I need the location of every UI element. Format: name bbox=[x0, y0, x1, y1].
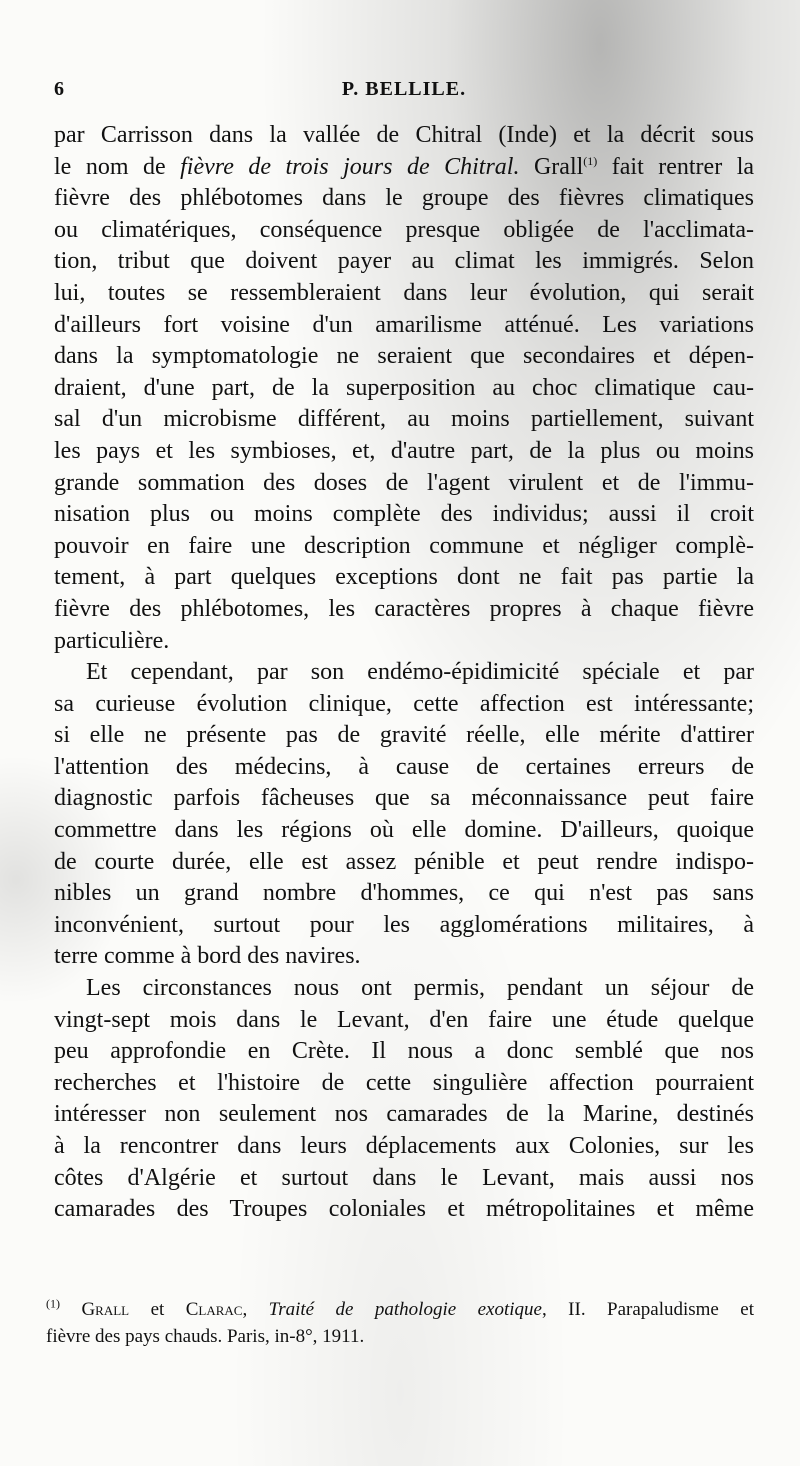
page-number: 6 bbox=[54, 78, 64, 100]
footnote-author: Clarac bbox=[185, 1299, 243, 1320]
text-line: terre comme à bord des navires. bbox=[54, 943, 361, 970]
text-run: fait rentrer la bbox=[597, 153, 755, 180]
footnote-title: Traité de pathologie exotique bbox=[268, 1299, 542, 1320]
footnote-mark: (1) bbox=[46, 1296, 60, 1311]
text-run: le nom de bbox=[54, 153, 181, 180]
text-line: ou climatériques, conséquence presque obligée de l'acclimata- bbox=[54, 216, 754, 243]
text-line: Les circonstances nous ont permis, pendant un séjour de bbox=[86, 975, 754, 1002]
text-line: nisation plus ou moins complète des individus; aussi il croit bbox=[54, 501, 754, 528]
text-line: pouvoir en faire une description commune et négliger complè- bbox=[54, 532, 754, 559]
text-line: d'ailleurs fort voisine d'un amarilisme atténué. Les variations bbox=[54, 311, 754, 338]
footnote-reference[interactable]: (1) bbox=[583, 153, 598, 168]
text-line: l'attention des médecins, à cause de certaines erreurs de bbox=[54, 753, 754, 780]
text-line: Et cependant, par son endémo-épidimicité spéciale et par bbox=[86, 659, 754, 686]
text-line: vingt-sept mois dans le Levant, d'en faire une étude quelque bbox=[54, 1006, 754, 1033]
text-line: intéresser non seulement nos camarades de la Marine, destinés bbox=[54, 1101, 754, 1128]
footnotes bbox=[46, 1296, 754, 1350]
text-line: tement, à part quelques exceptions dont ne fait pas partie la bbox=[54, 564, 754, 591]
text-line: fièvre des phlébotomes dans le groupe des fièvres climatiques bbox=[54, 185, 754, 212]
page-header bbox=[54, 78, 754, 108]
text-line: recherches et l'histoire de cette singulière affection pourraient bbox=[54, 1069, 754, 1096]
italic-title: fièvre de trois jours de Chitral. bbox=[180, 153, 520, 180]
text-line: côtes d'Algérie et surtout dans le Levant, mais aussi nos bbox=[54, 1164, 754, 1191]
body-text bbox=[54, 120, 754, 1226]
text-line: les pays et les symbioses, et, d'autre part, de la plus ou moins bbox=[54, 437, 754, 464]
text-line: commettre dans les régions où elle domine. D'ailleurs, quoique bbox=[54, 817, 754, 844]
text-run: , II. Parapaludisme et bbox=[541, 1299, 755, 1320]
text-run: Grall bbox=[519, 153, 584, 180]
text-line: à la rencontrer dans leurs déplacements aux Colonies, sur les bbox=[54, 1133, 754, 1159]
footnote-line: fièvre des pays chauds. Paris, in-8°, 1911. bbox=[46, 1326, 365, 1347]
text-line: inconvénient, surtout pour les agglomérations militaires, à bbox=[54, 911, 754, 938]
text-line: de courte durée, elle est assez pénible et peut rendre indispo- bbox=[54, 848, 754, 875]
footnote-author: Grall bbox=[81, 1299, 130, 1320]
text-line: camarades des Troupes coloniales et métropolitaines et même bbox=[54, 1196, 754, 1223]
text-run: et bbox=[129, 1299, 186, 1320]
text-run: , bbox=[242, 1299, 269, 1320]
footnote-line bbox=[46, 1296, 754, 1323]
text-line: sal d'un microbisme différent, au moins partiellement, suivant bbox=[54, 406, 754, 433]
text-line bbox=[54, 152, 754, 184]
running-head: P. BELLILE. bbox=[341, 78, 467, 100]
text-line: si elle ne présente pas de gravité réelle, elle mérite d'attirer bbox=[54, 722, 754, 749]
text-line: diagnostic parfois fâcheuses que sa méconnaissance peut faire bbox=[54, 785, 754, 812]
text-line: lui, toutes se ressembleraient dans leur évolution, qui serait bbox=[54, 279, 754, 306]
text-line: tion, tribut que doivent payer au climat les immigrés. Selon bbox=[54, 248, 754, 275]
text-line: par Carrisson dans la vallée de Chitral (Inde) et la décrit sous bbox=[54, 122, 754, 148]
text-line: draient, d'une part, de la superposition au choc climatique cau- bbox=[54, 374, 754, 401]
text-line: peu approfondie en Crète. Il nous a donc semblé que nos bbox=[54, 1038, 754, 1065]
text-line: dans la symptomatologie ne seraient que secondaires et dépen- bbox=[54, 343, 754, 370]
text-line: grande sommation des doses de l'agent virulent et de l'immu- bbox=[54, 469, 754, 496]
text-line: particulière. bbox=[54, 627, 170, 654]
text-line: nibles un grand nombre d'hommes, ce qui n'est pas sans bbox=[54, 880, 754, 907]
text-line: fièvre des phlébotomes, les caractères propres à chaque fièvre bbox=[54, 595, 754, 622]
text-line: sa curieuse évolution clinique, cette affection est intéressante; bbox=[54, 690, 754, 717]
